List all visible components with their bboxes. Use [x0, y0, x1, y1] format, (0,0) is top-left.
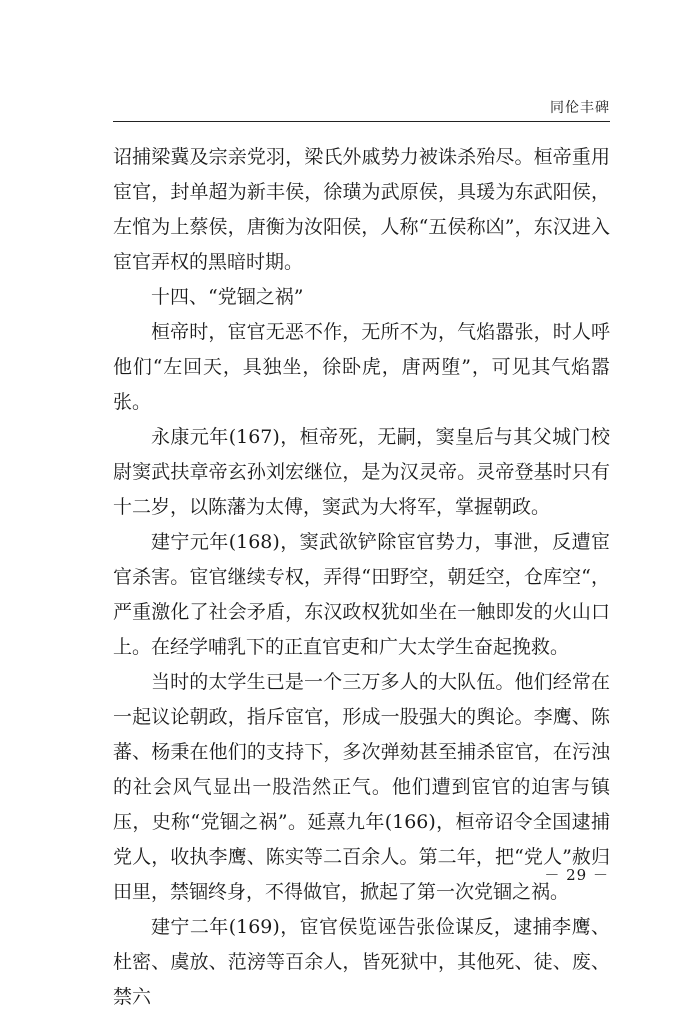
paragraph-1: 诏捕梁冀及宗亲党羽，梁氏外戚势力被诛杀殆尽。桓帝重用宦官，封单超为新丰侯，徐璜为武原侯，具瑗为东武阳侯，左悺为上蔡侯，唐衡为汝阳侯，人称“五侯称凶”，东汉进入宦官弄权的黑暗时期。 [113, 146, 610, 273]
header-rule [113, 121, 610, 122]
paragraph-2: 桓帝时，宦官无恶不作，无所不为，气焰嚣张，时人呼他们“左回天，具独坐，徐卧虎，唐两堕”，可见其气焰嚣张。 [113, 321, 610, 413]
section-heading: 十四、“党锢之祸” [151, 286, 304, 308]
page-number: － 29 － [544, 866, 609, 884]
paragraph-6: 建宁二年(169)，宦官侯览诬告张俭谋反，逮捕李鹰、杜密、虞放、范滂等百余人，皆死狱中，其他死、徒、废、禁六 [113, 916, 610, 1008]
body-text [113, 140, 610, 1015]
paragraph-3: 永康元年(167)，桓帝死，无嗣，窦皇后与其父城门校尉窦武扶章帝玄孙刘宏继位，是为汉灵帝。灵帝登基时只有十二岁，以陈藩为太傅，窦武为大将军，掌握朝政。 [113, 426, 610, 518]
running-head-title: 同伦丰碑 [550, 100, 610, 116]
paragraph-4: 建宁元年(168)，窦武欲铲除宦官势力，事泄，反遭宦官杀害。宦官继续专权，弄得“田野空，朝廷空，仓库空“，严重激化了社会矛盾，东汉政权犹如坐在一触即发的火山口上。在经学哺乳下的正直官吏和广大太学生奋起挽救。 [113, 531, 610, 658]
paragraph-5: 当时的太学生已是一个三万多人的大队伍。他们经常在一起议论朝政，指斥宦官，形成一股强大的舆论。李鹰、陈蕃、杨秉在他们的支持下，多次弹劾甚至捕杀宦官，在污浊的社会风气显出一股浩然正气。他们遭到宦官的迫害与镇压，史称“党锢之祸”。延熹九年(166)，桓帝诏令全国逮捕党人，收执李鹰、陈实等二百余人。第二年，把“党人”赦归田里，禁锢终身，不得做官，掀起了第一次党锢之祸。 [113, 671, 610, 903]
